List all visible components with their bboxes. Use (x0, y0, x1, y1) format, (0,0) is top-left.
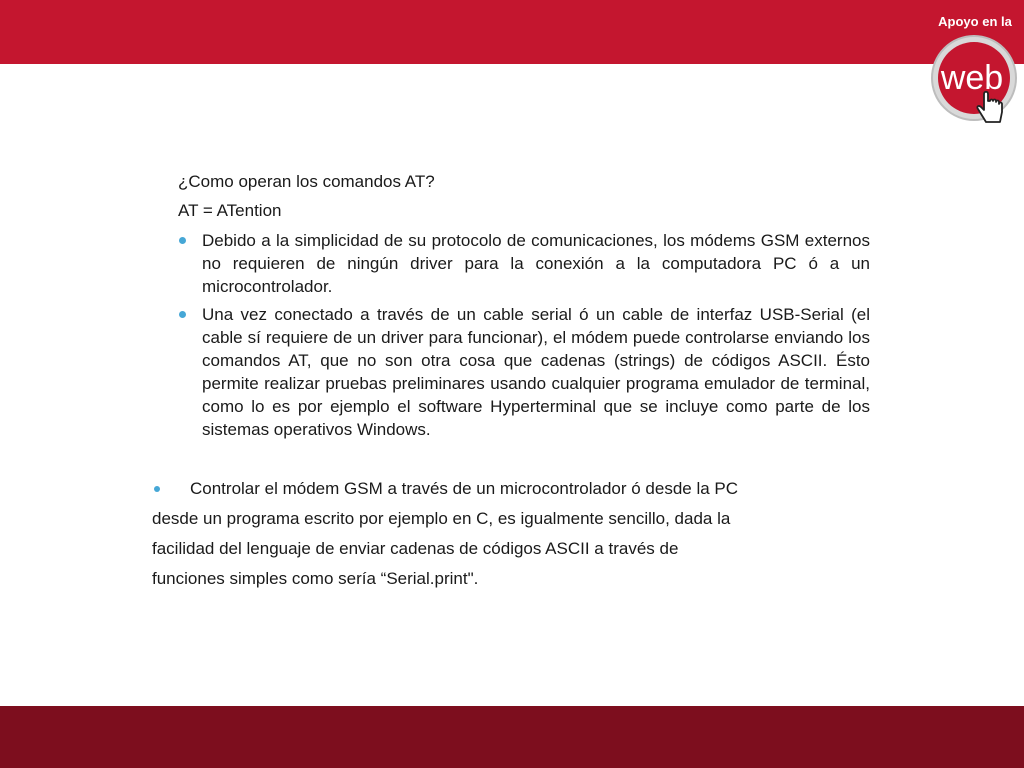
logo-word: web (940, 59, 1004, 97)
bullet-dot-icon (179, 311, 186, 318)
paragraph-line: facilidad del lenguaje de enviar cadenas de códigos ASCII a través de (152, 539, 679, 558)
slide-title: ¿Como operan los comandos AT? (178, 172, 435, 191)
logo[interactable] (928, 8, 1024, 138)
footer-bar (0, 706, 1024, 768)
bullet-text: Una vez conectado a través de un cable serial ó un cable de interfaz USB-Serial (el cable sí requiere de un driver para funcionar), el módem puede controlarse enviando los comandos AT, que no son otra cosa que cadenas (strings) de códigos ASCII. Ésto permite realizar pruebas preliminares usando cualquier programa emulador de terminal, como lo es por ejemplo el software Hyperterminal que se incluye como parte de los sistemas operativos Windows. (202, 305, 870, 439)
paragraph (152, 474, 842, 594)
bullet-text: Debido a la simplicidad de su protocolo de comunicaciones, los módems GSM externos no requieren de ningún driver para la conexión a la computadora PC ó a un microcontrolador. (202, 231, 870, 296)
logo-web-icon (928, 32, 1024, 138)
bullet-item (180, 303, 870, 441)
bullet-dot-icon (179, 237, 186, 244)
header-bar (0, 0, 1024, 64)
bullet-dot-icon (154, 486, 160, 492)
bullet-item (180, 229, 870, 298)
slide-subtitle: AT = ATention (178, 201, 282, 220)
paragraph-line: funciones simples como sería “Serial.print". (152, 569, 479, 588)
paragraph-line: Controlar el módem GSM a través de un microcontrolador ó desde la PC (190, 479, 739, 498)
paragraph-line: desde un programa escrito por ejemplo en C, es igualmente sencillo, dada la (152, 509, 731, 528)
logo-caption: Apoyo en la (938, 14, 1012, 29)
